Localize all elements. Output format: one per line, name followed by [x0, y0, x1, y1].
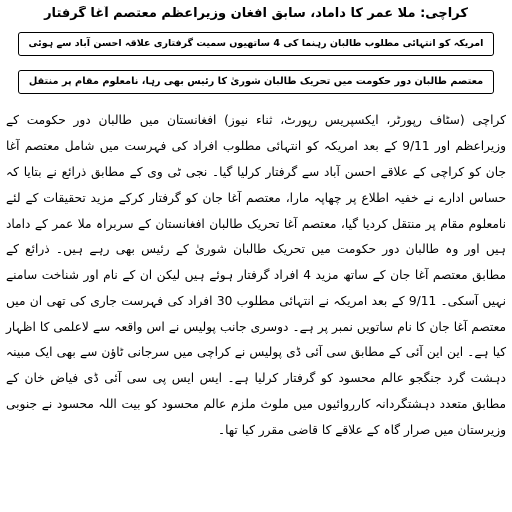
sub-headline-first: امریکہ کو انتہائی مطلوب طالبان رہنما کی 4 ساتھیوں سمیت گرفتاری علاقہ احسن آباد سے ہوئی [18, 32, 494, 56]
main-headline: کراچی: ملا عمر کا داماد، سابق افغان وزیراعظم معتصم آغا گرفتار [44, 6, 468, 21]
article-body: کراچی (سٹاف رپورٹر، ایکسپریس رپورٹ، ثناء نیوز) افغانستان میں طالبان دور حکومت کے وزیراعظم اور 9/11 کے بعد امریکہ کو انتہائی مطلوب افراد کی فہرست میں شامل معتصم آغا جان کو کراچی کے علاقے احسن آباد سے گرفتار کرلیا گیا۔ نجی ٹی وی کے مطابق ذرائع نے بتایا کہ حساس ادارے نے خفیہ اطلاع پر چھاپہ مارا، معتصم آغا جان کو گرفتار کرکے مزید تحقیقات کے لئے نامعلوم مقام پر منتقل کردیا گیا، معتصم آغا تحریک طالبان افغانستان کے سربراہ ملا عمر کے داماد ہیں اور وہ طالبان دور حکومت میں تحریک طالبان شوریٰ کے رئیس بھی رہے ہیں۔ ذرائع کے مطابق معتصم آغا جان کے ساتھ مزید 4 افراد گرفتار ہوئے ہیں لیکن ان کے نام اور شناخت سامنے نہیں آسکی۔ 9/11 کے بعد امریکہ نے انتہائی مطلوب 30 افراد کی فہرست جاری کی تھی ان میں معتصم آغا جان کا نام ساتویں نمبر پر ہے۔ دوسری جانب پولیس نے اس واقعہ سے لاعلمی کا اظہار کیا ہے۔ این این آئی کے مطابق سی آئی ڈی پولیس نے کراچی میں سرجانی ٹاؤن سے بھی ایک مبینہ دہشت گرد جنگجو عالم محسود کو گرفتار کرلیا ہے۔ ایس ایس پی سی آئی ڈی فیاض خان کے مطابق متعدد دہشتگردانہ کارروائیوں میں ملوث ملزم عالم محسود کو بیت اللہ محسود نے جنوبی وزیرستان میں صرار گاہ کے علاقے کا قاضی مقرر کیا تھا۔ [6, 113, 507, 437]
sub-headline-second: معتصم طالبان دور حکومت میں تحریک طالبان شوریٰ کا رئیس بھی رہا، نامعلوم مقام پر منتقل [18, 70, 494, 94]
